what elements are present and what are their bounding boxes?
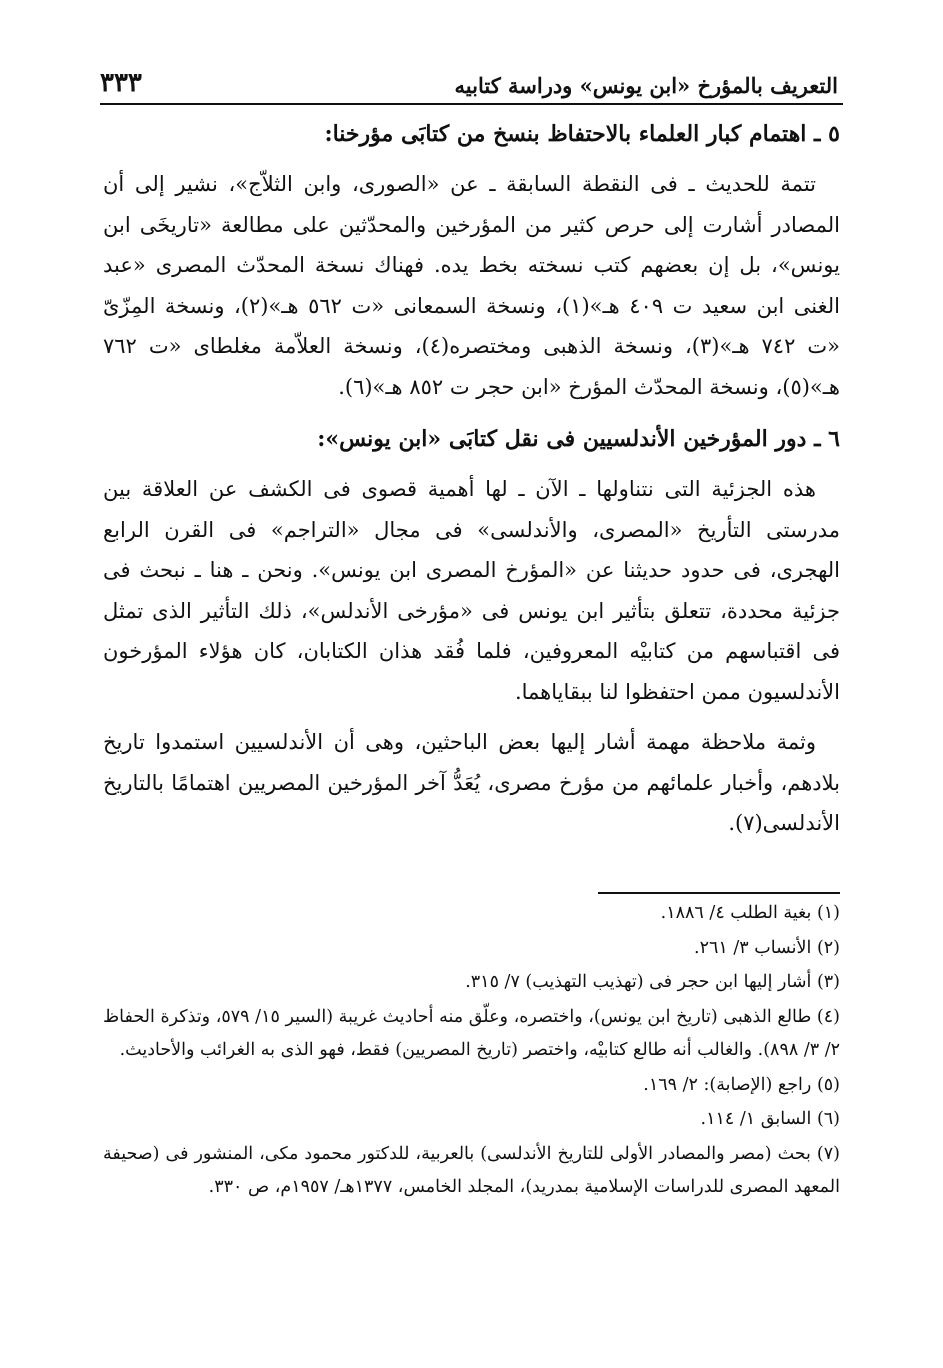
- footnote: [103, 966, 840, 1000]
- footnote-text: طالع الذهبى (تاريخ ابن يونس)، واختصره، وعلّق منه أحاديث غريبة (السير ١٥/ ٥٧٩، وتذكرة الحفاظ ٢/ ٣/ ٨٩٨). والغالب أنه طالع كتابيْه، واختصر (تاريخ المصريين) فقط، فهو الذى به الغرائب والأحاديث.: [103, 1006, 840, 1060]
- footnote-number: (١): [816, 903, 840, 923]
- footnote-text: بغية الطلب ٤/ ١٨٨٦.: [660, 903, 812, 923]
- footnote: [103, 1069, 840, 1103]
- page-header: [100, 58, 838, 98]
- footnote-number: (٥): [816, 1074, 840, 1095]
- footnote-number: (٣): [816, 972, 840, 992]
- running-title: التعريف بالمؤرخ «ابن يونس» ودراسة كتابيه: [454, 73, 838, 98]
- footnote-number: (٧): [816, 1143, 840, 1164]
- footnote: [103, 932, 840, 966]
- footnote: [103, 1138, 840, 1205]
- footnote: [103, 1001, 840, 1068]
- footnote-text: أشار إليها ابن حجر فى (تهذيب التهذيب) ٧/ ٣١٥.: [465, 972, 812, 992]
- footnote-number: (٦): [816, 1109, 840, 1129]
- page-number: ٣٣٣: [100, 68, 142, 98]
- footnote-number: (٤): [816, 1006, 840, 1027]
- footnote-text: راجع (الإصابة): ٢/ ١٦٩.: [643, 1074, 812, 1095]
- section-heading: ٥ ـ اهتمام كبار العلماء بالاحتفاظ بنسخ من كتابَى مؤرخنا:: [324, 121, 840, 147]
- paragraph: هذه الجزئية التى نتناولها ـ الآن ـ لها أهمية قصوى فى الكشف عن العلاقة بين مدرستى التأريخ «المصرى، والأندلسى» فى مجال «التراجم» فى القرن الرابع الهجرى، فى حدود حديثنا عن «المؤرخ المصرى ابن يونس». ونحن ـ هنا ـ نبحث فى جزئية محددة، تتعلق بتأثير ابن يونس فى «مؤرخى الأندلس»، ذلك التأثير الذى تمثل فى اقتباسهم من كتابيْه المعروفين، فلما فُقد هذان الكتابان، كان هؤلاء المؤرخون الأندلسيون ممن احتفظوا لنا ببقاياهما.: [103, 477, 840, 704]
- section-heading: ٦ ـ دور المؤرخين الأندلسيين فى نقل كتابَى «ابن يونس»:: [317, 426, 840, 452]
- footnote-number: (٢): [816, 937, 840, 958]
- paragraph: وثمة ملاحظة مهمة أشار إليها بعض الباحثين، وهى أن الأندلسيين استمدوا تاريخ بلادهم، وأخبار علمائهم من مؤرخ مصرى، يُعَدُّ آخر المؤرخين المصريين اهتمامًا بالتاريخ الأندلسى(٧).: [103, 730, 840, 835]
- footnote-text: السابق ١/ ١١٤.: [700, 1109, 812, 1129]
- main-text: [103, 112, 840, 854]
- footnote: [103, 1103, 840, 1137]
- paragraph: تتمة للحديث ـ فى النقطة السابقة ـ عن «الصورى، وابن الثلاّج»، نشير إلى أن المصادر أشارت إلى حرص كثير من المؤرخين والمحدّثين على مطالعة «تاريخَى ابن يونس»، بل إن بعضهم كتب نسخته بخط يده. فهناك نسخة المحدّث المصرى «عبد الغنى ابن سعيد ت ٤٠٩ هـ»(١)، ونسخة السمعانى «ت ٥٦٢ هـ»(٢)، ونسخة المِزّىّ «ت ٧٤٢ هـ»(٣)، ونسخة الذهبى ومختصره(٤)، ونسخة العلاّمة مغلطاى «ت ٧٦٢ هـ»(٥)، ونسخة المحدّث المؤرخ «ابن حجر ت ٨٥٢ هـ»(٦).: [103, 172, 840, 399]
- footnotes: [103, 897, 840, 1206]
- footnote-text: بحث (مصر والمصادر الأولى للتاريخ الأندلسى) بالعربية، للدكتور محمود مكى، المنشور فى (صحيفة المعهد المصرى للدراسات الإسلامية بمدريد)، المجلد الخامس، ١٣٧٧هـ/ ١٩٥٧م، ص ٣٣٠.: [103, 1143, 840, 1197]
- footnote: [103, 897, 840, 931]
- footnote-text: الأنساب ٣/ ٢٦١.: [694, 937, 812, 958]
- footnote-divider: [598, 892, 840, 894]
- header-divider: [100, 103, 843, 105]
